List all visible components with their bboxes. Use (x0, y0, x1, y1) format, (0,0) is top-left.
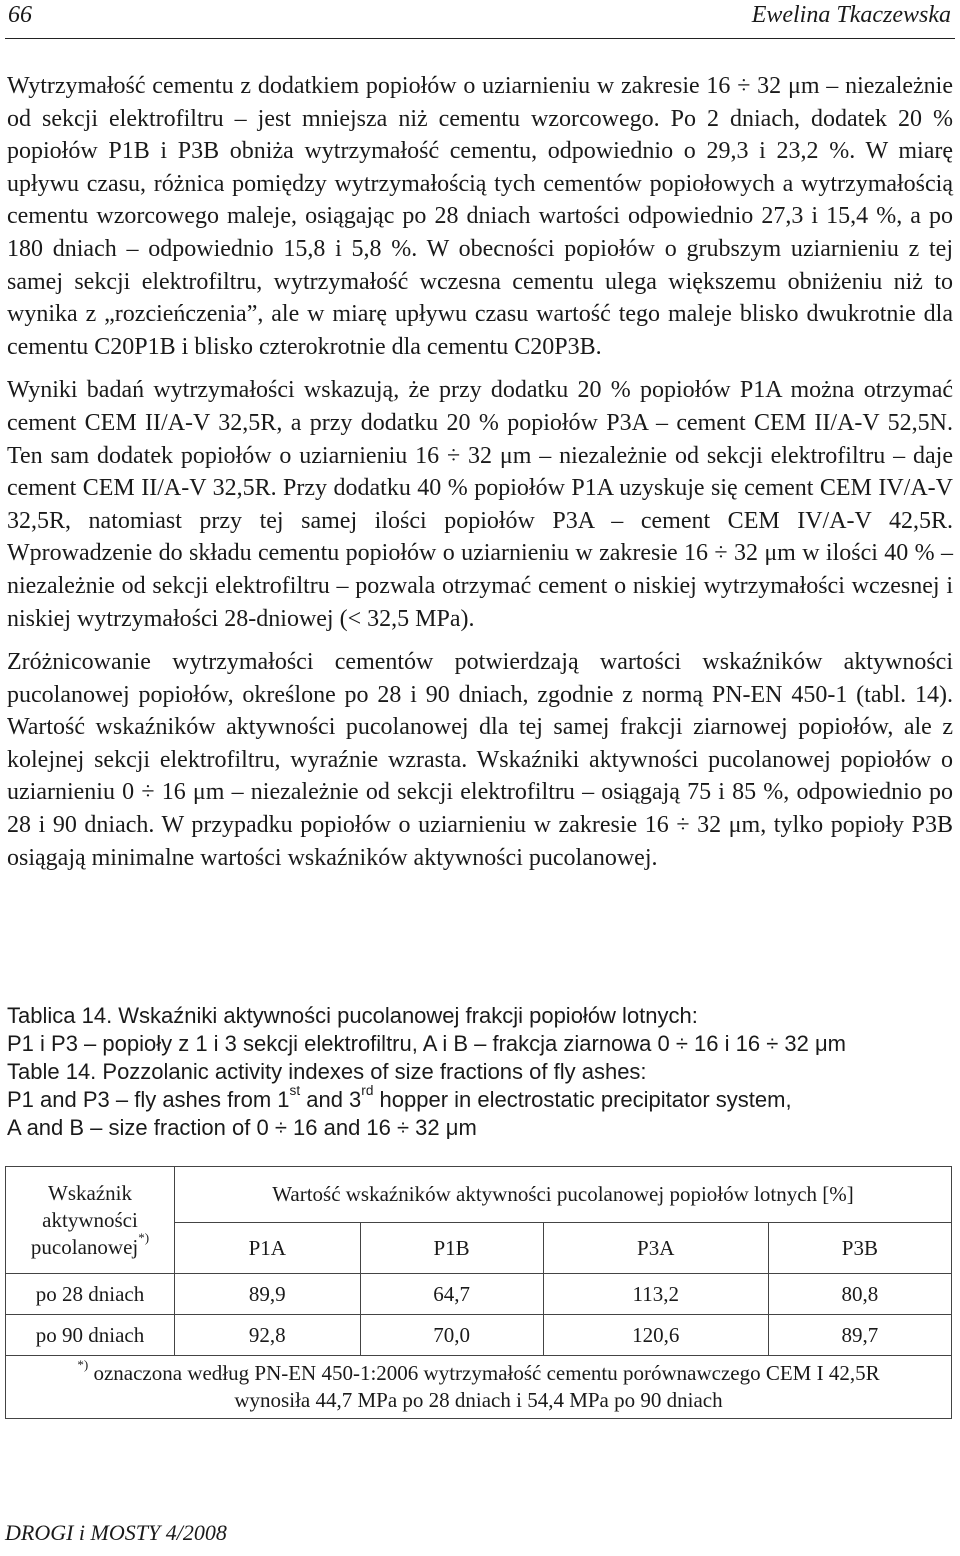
table-header-row (6, 1167, 952, 1223)
caption-en-line (7, 1083, 953, 1114)
footnote-text: oznaczona według PN-EN 450-1:2006 wytrzymałość cementu porównawczego CEM I 42,5R (93, 1361, 880, 1385)
column-header: P1A (175, 1223, 361, 1274)
group-header-cell: Wartość wskaźników aktywności pucolanowej popiołów lotnych [%] (175, 1167, 952, 1223)
row-header-label: Wskaźnik aktywności pucolanowej (30, 1180, 139, 1259)
table-footnote (6, 1356, 952, 1419)
row-header-cell (6, 1167, 175, 1274)
caption-pl-line: P1 i P3 – popioły z 1 i 3 sekcji elektrofiltru, A i B – frakcja ziarnowa 0 ÷ 16 i 16 ÷ 32 μm (7, 1031, 846, 1056)
page-number: 66 (8, 2, 32, 28)
table-cell: 64,7 (360, 1274, 543, 1315)
row-label: po 90 dniach (6, 1315, 175, 1356)
column-header: P1B (360, 1223, 543, 1274)
page-footer: DROGI i MOSTY 4/2008 (5, 1520, 227, 1545)
paragraph: Wyniki badań wytrzymałości wskazują, że przy dodatku 20 % popiołów P1A można otrzymać cement CEM II/A-V 32,5R, a przy dodatku 20 % popiołów P3A – cement CEM II/A-V 52,5N. Ten sam dodatek popiołów o uziarnieniu 16 ÷ 32 μm – niezależnie od sekcji elektrofiltru – daje cement CEM II/A-V 32,5R. Przy dodatku 40 % popiołów P1A uzyskuje się cement CEM IV/A-V 32,5R, natomiast przy tej samej ilości popiołów P3A – cement CEM IV/A-V 42,5R. Wprowadzenie do składu cementu popiołów o uziarnieniu w zakresie 16 ÷ 32 μm w ilości 40 % – niezależnie od sekcji elektrofiltru – pozwala otrzymać cement o niskiej wytrzymałości wczesnej i niskiej wytrzymałości 28-dniowej (< 32,5 MPa). (7, 377, 953, 632)
footnote-mark: *) (138, 1230, 150, 1246)
pozzolanic-activity-table (5, 1166, 952, 1419)
table-cell: 70,0 (360, 1315, 543, 1356)
column-header: P3A (543, 1223, 768, 1274)
table-cell: 89,9 (175, 1274, 361, 1315)
ordinal-suffix: st (289, 1083, 301, 1099)
paragraph: Wytrzymałość cementu z dodatkiem popiołów o uziarnieniu w zakresie 16 ÷ 32 μm – niezależnie od sekcji elektrofiltru – jest mniejsza niż cementu wzorcowego. Po 2 dniach, dodatek 20 % popiołów P1B i P3B obniża wytrzymałość cementu, odpowiednio o 29,3 i 23,2 %. W miarę upływu czasu, różnica pomiędzy wytrzymałością tych cementów popiołowych a wytrzymałością cementu wzorcowego maleje, osiągając po 28 dniach wartości odpowiednio 27,3 i 15,4 %, a po 180 dniach – odpowiednio 15,8 i 5,8 %. W obecności popiołów o grubszym uziarnieniu z tej samej sekcji elektrofiltru, wytrzymałość wczesna cementu ulega większemu obniżeniu niż to wynika z „rozcieńczenia”, ale w miarę upływu czasu wartość tego maleje blisko dwukrotnie dla cementu C20P1B i blisko czterokrotnie dla cementu C20P3B. (7, 73, 953, 360)
body-text (7, 70, 953, 874)
caption-en-line: A and B – size fraction of 0 ÷ 16 and 16 ÷ 32 μm (7, 1115, 477, 1140)
table-row (6, 1274, 952, 1315)
running-head: Ewelina Tkaczewska (751, 2, 951, 28)
table-cell: 113,2 (543, 1274, 768, 1315)
footnote-mark: *) (77, 1356, 89, 1372)
table-cell: 89,7 (768, 1315, 951, 1356)
paragraph: Zróżnicowanie wytrzymałości cementów potwierdzają wartości wskaźników aktywności pucolanowej popiołów, określone po 28 i 90 dniach, zgodnie z normą PN-EN 450-1 (tabl. 14). Wartość wskaźników aktywności pucolanowej dla tej samej frakcji ziarnowej popiołów, ale z kolejnej sekcji elektrofiltru, wyraźnie wzrasta. Wskaźniki aktywności pucolanowej popiołów o uziarnieniu 0 ÷ 16 μm – niezależnie od sekcji elektrofiltru – osiągają 75 i 85 %, odpowiednio po 28 i 90 dniach. W przypadku popiołów o uziarnieniu w zakresie 16 ÷ 32 μm, tylko popioły P3B osiągają minimalne wartości wskaźników aktywności pucolanowej. (7, 649, 953, 871)
caption-text: hopper in electrostatic precipitator system, (373, 1087, 792, 1112)
table-cell: 120,6 (543, 1315, 768, 1356)
table-footnote-row (6, 1356, 952, 1419)
caption-en-line: Table 14. Pozzolanic activity indexes of size fractions of fly ashes: (7, 1059, 647, 1084)
ordinal-suffix: rd (361, 1083, 374, 1099)
page-header (5, 0, 955, 39)
footnote-text: wynosiła 44,7 MPa po 28 dniach i 54,4 MPa po 90 dniach (234, 1388, 723, 1412)
caption-pl-line: Tablica 14. Wskaźniki aktywności pucolanowej frakcji popiołów lotnych: (7, 1003, 698, 1028)
column-header: P3B (768, 1223, 951, 1274)
table-caption (7, 1002, 953, 1142)
table-cell: 92,8 (175, 1315, 361, 1356)
table-row (6, 1315, 952, 1356)
table-cell: 80,8 (768, 1274, 951, 1315)
caption-text: and 3 (300, 1087, 362, 1112)
caption-text: P1 and P3 – fly ashes from 1 (7, 1087, 290, 1112)
row-label: po 28 dniach (6, 1274, 175, 1315)
